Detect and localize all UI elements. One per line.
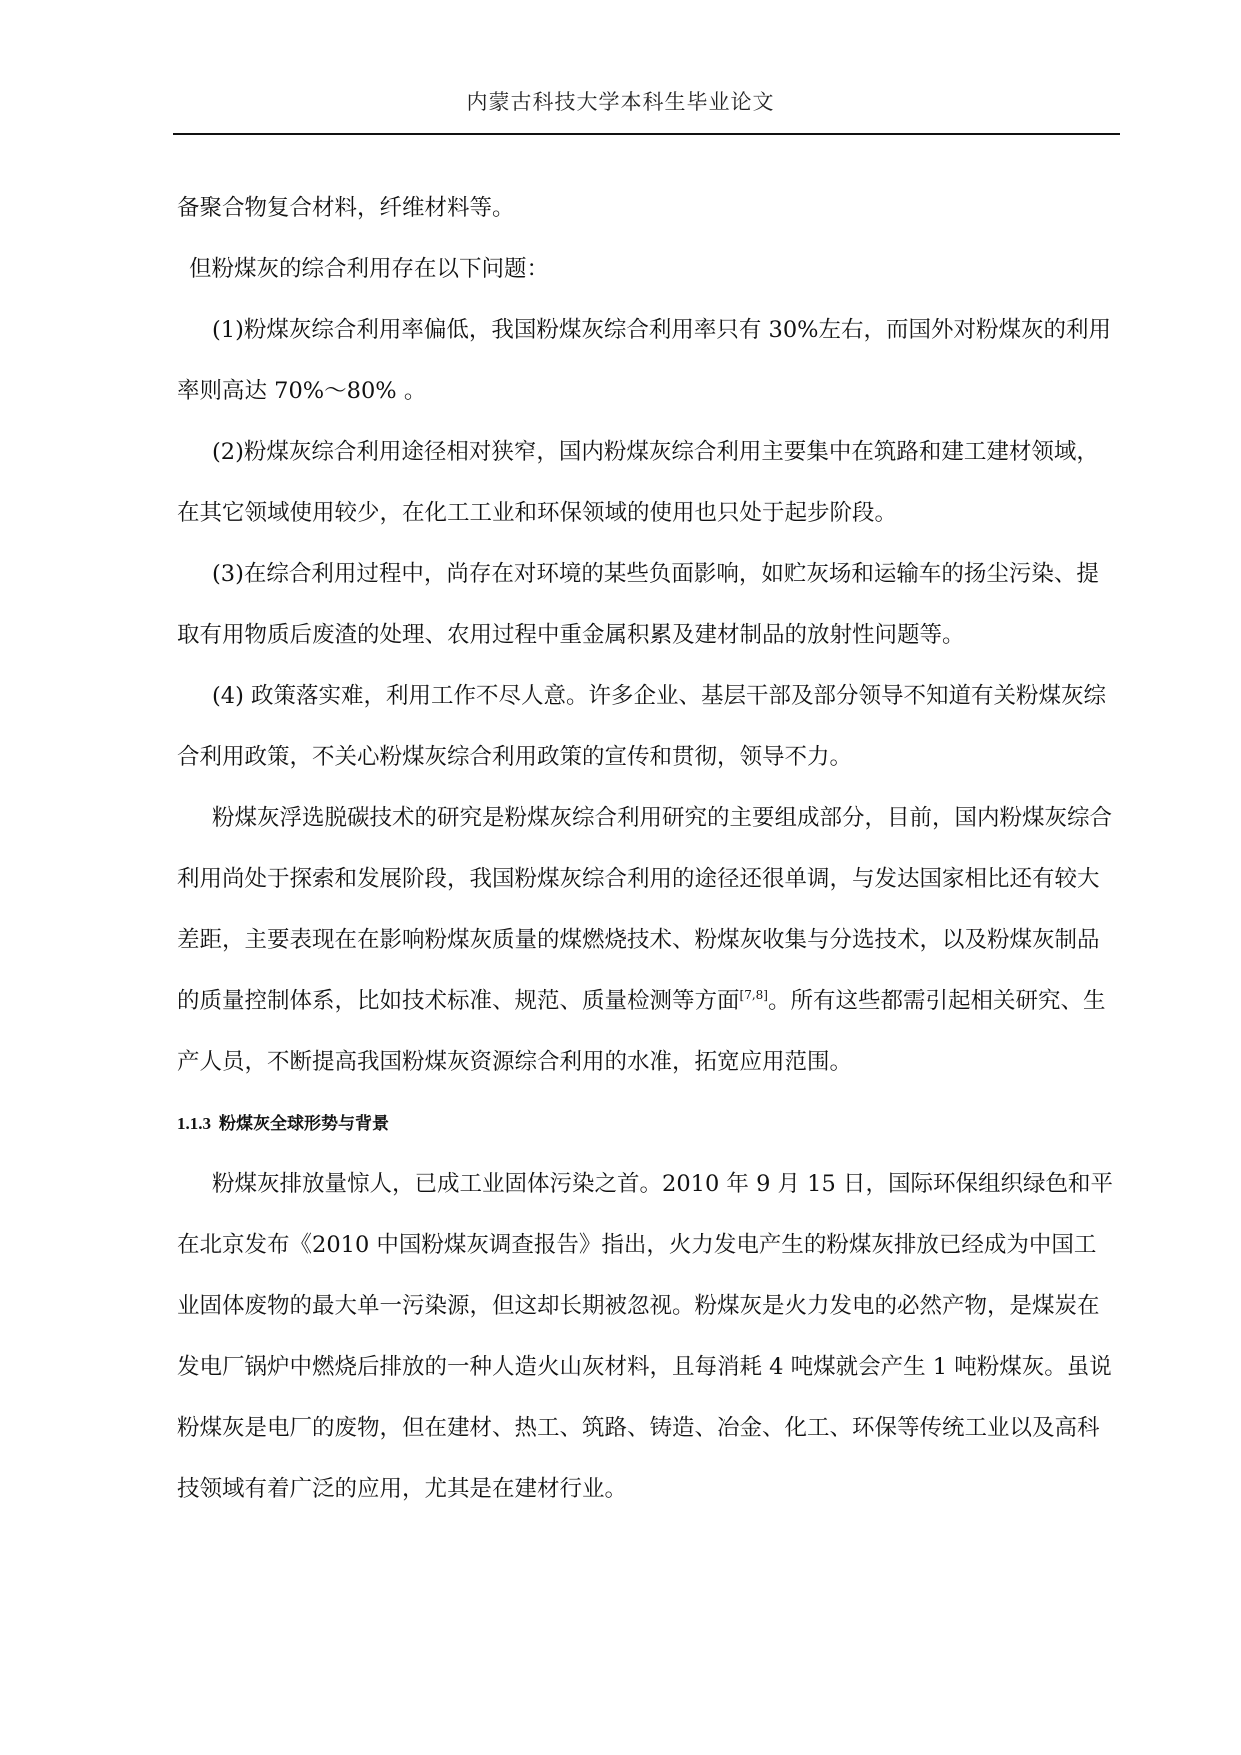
citation-reference: [7,8] bbox=[739, 988, 768, 1002]
paragraph-text: 。所有这些都需引起相关研究、生产人员，不断提高我国粉煤灰资源综合利用的水准，拓宽应用范围。 bbox=[177, 988, 1106, 1075]
paragraph-problem-4: (4) 政策落实难，利用工作不尽人意。许多企业、基层干部及部分领导不知道有关粉煤灰综合利用政策，不关心粉煤灰综合利用政策的宣传和贯彻，领导不力。 bbox=[177, 683, 1107, 770]
paragraph-problem-3: (3)在综合利用过程中，尚存在对环境的某些负面影响，如贮灰场和运输车的扬尘污染、提取有用物质后废渣的处理、农用过程中重金属积累及建材制品的放射性问题等。 bbox=[177, 561, 1099, 648]
paragraph-problem-1: (1)粉煤灰综合利用率偏低，我国粉煤灰综合利用率只有 30%左右，而国外对粉煤灰的利用率则高达 70%～80% 。 bbox=[177, 317, 1112, 404]
paragraph-text: 粉煤灰浮选脱碳技术的研究是粉煤灰综合利用研究的主要组成部分，目前，国内粉煤灰综合利用尚处于探索和发展阶段，我国粉煤灰综合利用的途径还很单调，与发达国家相比还有较大差距，主要表现在在影响粉煤灰质量的煤燃烧技术、粉煤灰收集与分选技术，以及粉煤灰制品的质量控制体系，比如技术标准、规范、质量检测等方面 bbox=[177, 805, 1113, 1014]
paragraph-flotation-research bbox=[177, 788, 1117, 1093]
paragraph-emissions: 粉煤灰排放量惊人，已成工业固体污染之首。2010 年 9 月 15 日，国际环保组织绿色和平在北京发布《2010 中国粉煤灰调查报告》指出，火力发电产生的粉煤灰排放已经成为中国工业固体废物的最大单一污染源，但这却长期被忽视。粉煤灰是火力发电的必然产物，是煤炭在发电厂锅炉中燃烧后排放的一种人造火山灰材料，且每消耗 4 吨煤就会产生 1 吨粉煤灰。虽说粉煤灰是电厂的废物，但在建材、热工、筑路、铸造、冶金、化工、环保等传统工业以及高科技领域有着广泛的应用，尤其是在建材行业。 bbox=[177, 1171, 1113, 1502]
paragraph-continued: 备聚合物复合材料，纤维材料等。 bbox=[177, 195, 515, 221]
section-title: 粉煤灰全球形势与背景 bbox=[219, 1114, 389, 1133]
paragraph-problem-2: (2)粉煤灰综合利用途径相对狭窄，国内粉煤灰综合利用主要集中在筑路和建工建材领域，在其它领域使用较少，在化工工业和环保领域的使用也只处于起步阶段。 bbox=[177, 439, 1099, 526]
header-rule bbox=[173, 133, 1120, 135]
section-heading bbox=[177, 1093, 1117, 1154]
running-header: 内蒙古科技大学本科生毕业论文 bbox=[466, 90, 775, 114]
paragraph-problems-intro: 但粉煤灰的综合利用存在以下问题： bbox=[189, 256, 550, 282]
body-text bbox=[177, 178, 1117, 1520]
section-number: 1.1.3 bbox=[177, 1114, 211, 1133]
